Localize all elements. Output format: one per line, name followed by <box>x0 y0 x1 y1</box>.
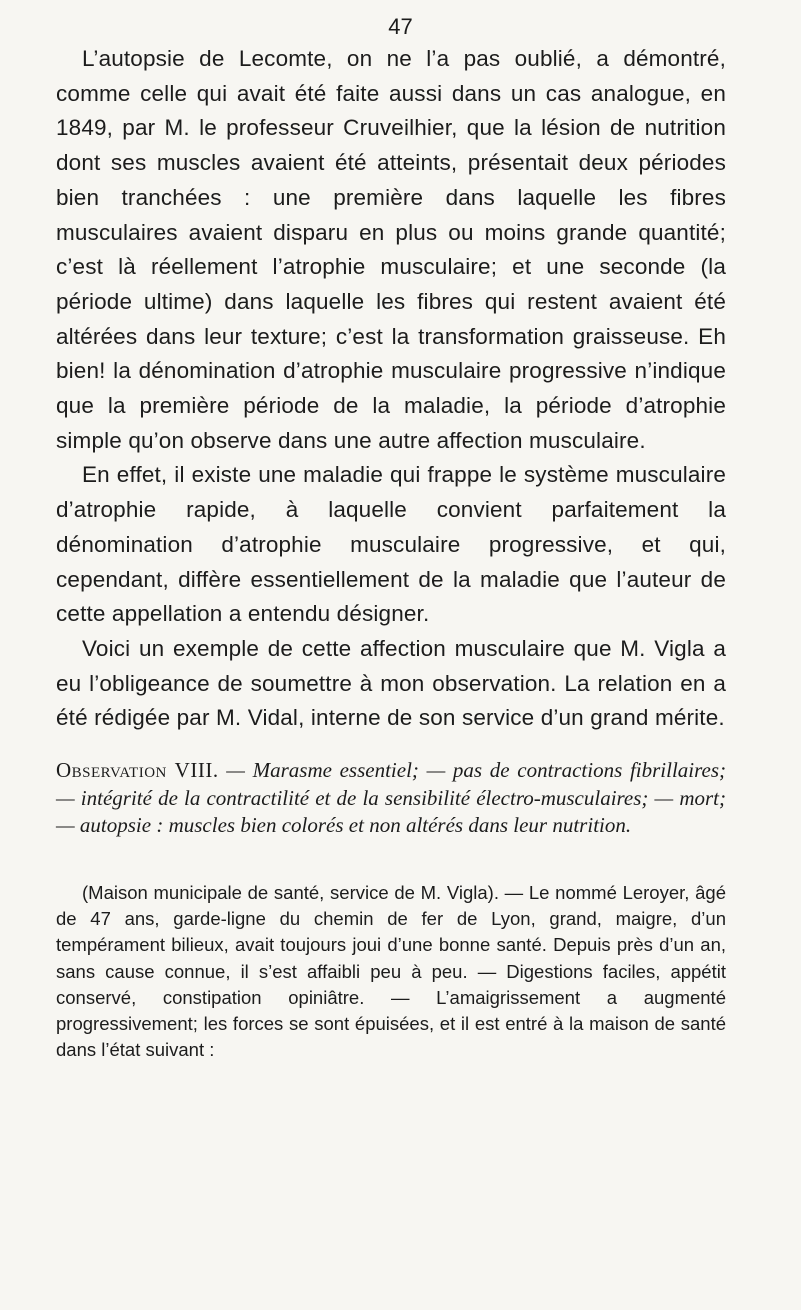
paragraph-autopsy: L’autopsie de Lecomte, on ne l’a pas oublié, a démontré, comme celle qui avait été faite aussi dans un cas analogue, en 1849, par M. le professeur Cruveilhier, que la lésion de nutrition dont ses muscles avaient été atteints, présentait deux périodes bien tranchées : une première dans laquelle les fibres musculaires avaient disparu en plus ou moins grande quantité; c’est là réellement l’atrophie musculaire; et une seconde (la période ultime) dans laquelle les fibres qui restent avaient été altérées dans leur texture; c’est la transformation graisseuse. Eh bien! la dénomination d’atrophie musculaire progressive n’indique que la première période de la maladie, la période d’atrophie simple qu’on observe dans une autre affection musculaire. <box>56 46 726 453</box>
case-paragraph: (Maison municipale de santé, service de M. Vigla). — Le nommé Leroyer, âgé de 47 ans, garde-ligne du chemin de fer de Lyon, grand, maigre, d’un tempérament bilieux, avait toujours joui d’une bonne santé. Depuis près d’un an, sans cause connue, il s’est affaibli peu à peu. — Digestions faciles, appétit conservé, constipation opiniâtre. — L’amaigrissement a augmenté progressivement; les forces se sont épuisées, et il est entré à la maison de santé dans l’état suivant : <box>56 882 726 1061</box>
observation-heading <box>56 757 726 840</box>
main-text <box>56 42 726 736</box>
paragraph-rapid-atrophy: En effet, il existe une maladie qui frappe le système musculaire d’atrophie rapide, à laquelle convient parfaitement la dénomination d’atrophie musculaire progressive, et qui, cependant, diffère essentiellement de la maladie que l’auteur de cette appellation a entendu désigner. <box>56 462 726 627</box>
case-description <box>56 880 726 1063</box>
observation-label: Observation VIII. <box>56 758 219 782</box>
observation-title: — Marasme essentiel; — pas de contractions fibrillaires; — intégrité de la contractilité et de la sensibilité électro-musculaires; — mort; — autopsie : muscles bien colorés et non altérés dans leur nutrition. <box>56 758 727 837</box>
page-number: 47 <box>388 14 413 39</box>
paragraph-vigla-example: Voici un exemple de cette affection musculaire que M. Vigla a eu l’obligeance de soumettre à mon observation. La relation en a été rédigée par M. Vidal, interne de son service d’un grand mérite. <box>56 635 726 731</box>
